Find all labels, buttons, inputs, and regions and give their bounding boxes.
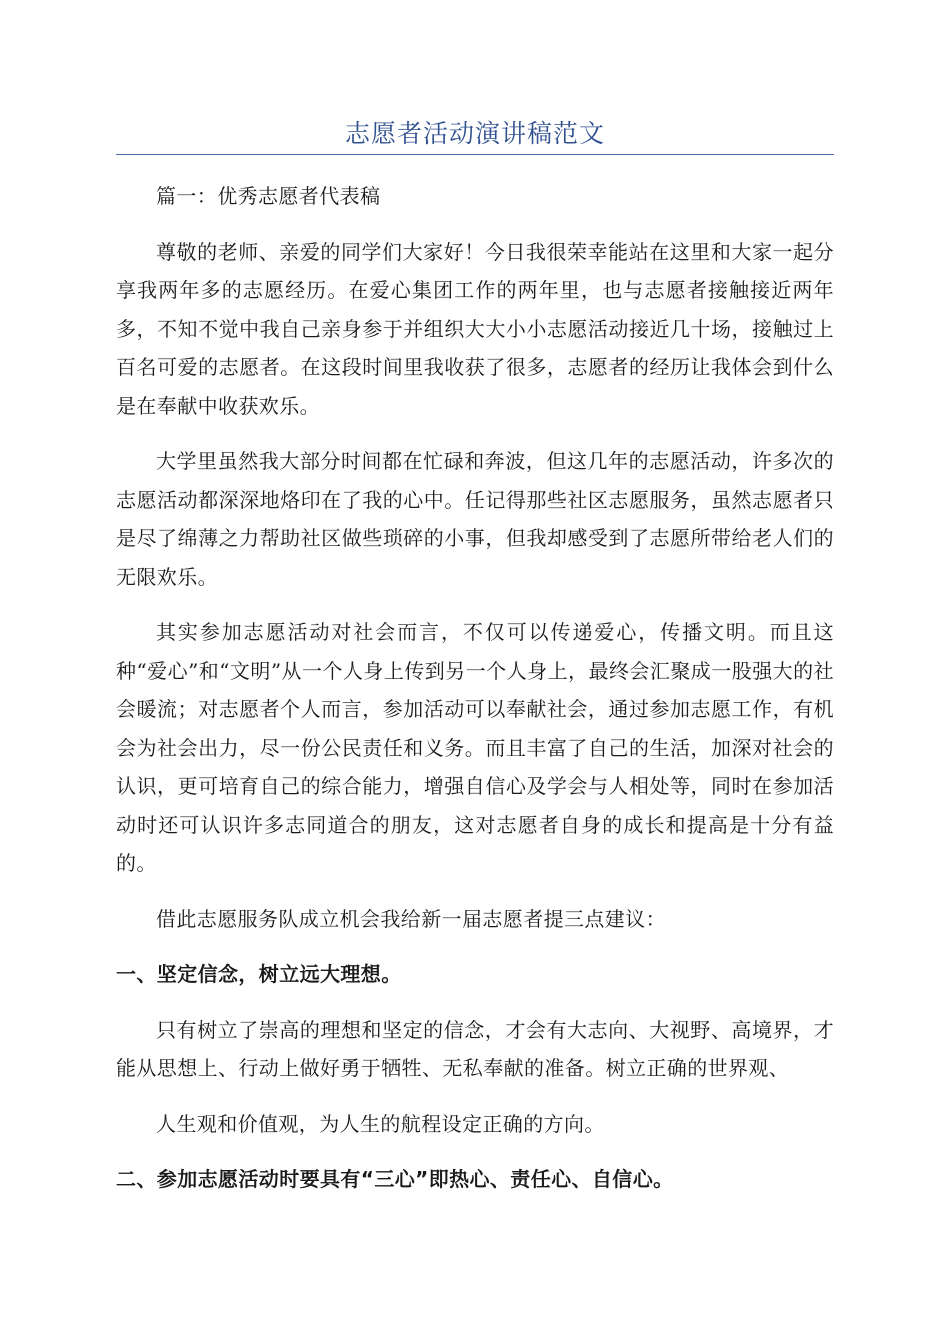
section1-paragraph-2: 人生观和价值观，为人生的航程设定正确的方向。 (156, 1111, 605, 1136)
title-underline (116, 154, 834, 155)
section-heading-2: 二、参加志愿活动时要具有“三心”即热心、责任心、自信心。 (116, 1167, 674, 1191)
document-subtitle: 篇一：优秀志愿者代表稿 (156, 184, 381, 208)
section-heading-1: 一、坚定信念，树立远大理想。 (116, 962, 402, 986)
paragraph-1: 尊敬的老师、亲爱的同学们大家好！今日我很荣幸能站在这里和大家一起分享我两年多的志愿经历。在爱心集团工作的两年里，也与志愿者接触接近两年多，不知不觉中我自己亲身参于并组织大大小小志愿活动接近几十场，接触过上百名可爱的志愿者。在这段时间里我收获了很多，志愿者的经历让我体会到什么是在奉献中收获欢乐。 (116, 239, 834, 418)
paragraph-2: 大学里虽然我大部分时间都在忙碌和奔波，但这几年的志愿活动，许多次的志愿活动都深深地烙印在了我的心中。任记得那些社区志愿服务，虽然志愿者只是尽了绵薄之力帮助社区做些琐碎的小事，但我却感受到了志愿所带给老人们的无限欢乐。 (116, 449, 834, 589)
document-page (116, 0, 834, 1199)
section1-paragraph-1: 只有树立了崇高的理想和坚定的信念，才会有大志向、大视野、高境界，才能从思想上、行动上做好勇于牺牲、无私奉献的准备。树立正确的世界观、 (116, 1017, 834, 1080)
document-title: 志愿者活动演讲稿范文 (344, 119, 605, 148)
paragraph-3: 其实参加志愿活动对社会而言，不仅可以传递爱心，传播文明。而且这种“爱心”和“文明”从一个人身上传到另一个人身上，最终会汇聚成一股强大的社会暖流；对志愿者个人而言，参加活动可以奉献社会，通过参加志愿工作，有机会为社会出力，尽一份公民责任和义务。而且丰富了自己的生活，加深对社会的认识，更可培育自己的综合能力，增强自信心及学会与人相处等，同时在参加活动时还可认识许多志同道合的朋友，这对志愿者自身的成长和提高是十分有益的。 (116, 620, 834, 875)
paragraph-4: 借此志愿服务队成立机会我给新一届志愿者提三点建议： (156, 906, 666, 931)
